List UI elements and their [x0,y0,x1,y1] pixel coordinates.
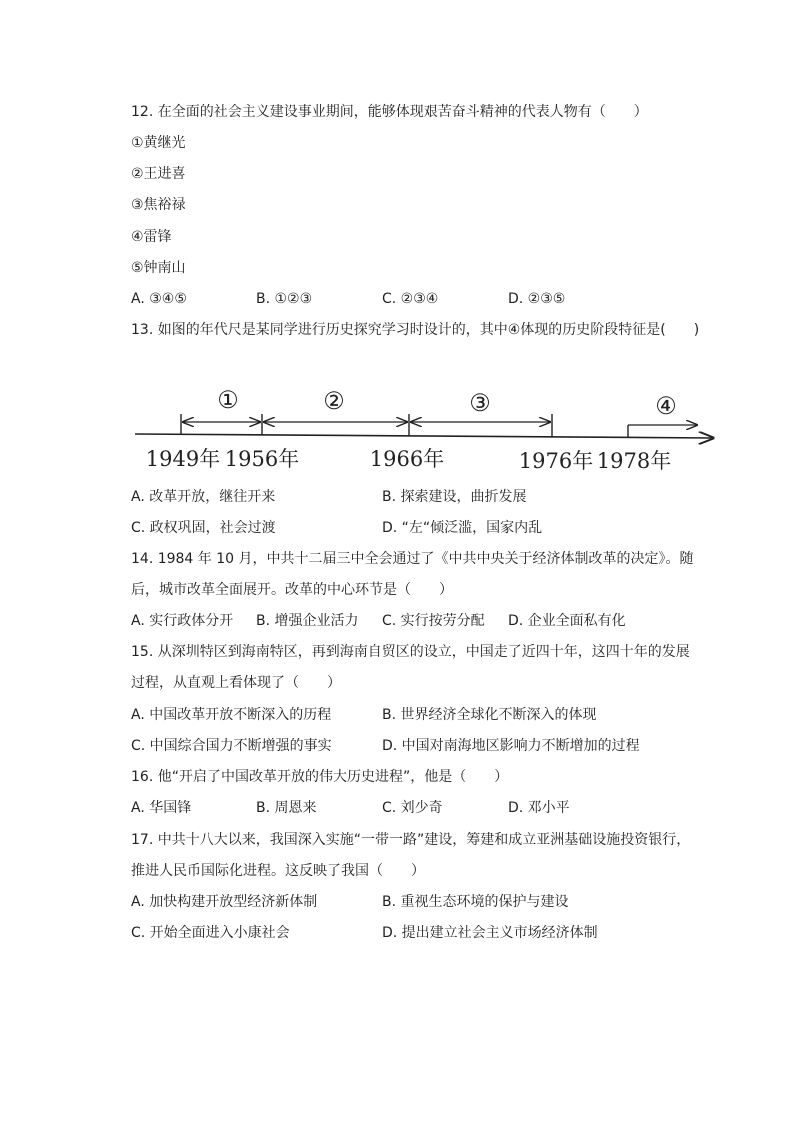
q13-option-d: D. “左“倾泛滥，国家内乱 [382,520,543,536]
segment-2-label: ② [323,387,345,415]
year-1949: 1949年 [145,447,221,471]
q13-option-b: B. 探索建设，曲折发展 [382,489,527,505]
q12-option-b: B. ①②③ [256,291,313,307]
q14-option-d: D. 企业全面私有化 [508,613,626,629]
year-1956: 1956年 [224,447,300,471]
q14-option-b: B. 增强企业活力 [256,613,359,629]
q17-option-c: C. 开始全面进入小康社会 [131,925,290,941]
q15-option-c: C. 中国综合国力不断增强的事实 [131,738,332,754]
q15-option-b: B. 世界经济全球化不断深入的体现 [382,707,597,723]
year-1976: 1976年 [518,449,594,473]
q12-item-1: ①黄继光 [131,135,186,151]
q16-option-a: A. 华国锋 [131,800,192,816]
q14-stem-line1: 14. 1984 年 10 月，中共十二届三中全会通过了《中共中央关于经济体制改革的决定》。随 [131,551,694,567]
q16-option-d: D. 邓小平 [508,800,570,816]
q17-option-a: A. 加快构建开放型经济新体制 [131,894,318,910]
q12-item-3: ③焦裕禄 [131,197,186,213]
q15-stem-line1: 15. 从深圳特区到海南特区，再到海南自贸区的设立，中国走了近四十年，这四十年的发展 [131,644,690,660]
q12-stem: 12. 在全面的社会主义建设事业期间，能够体现艰苦奋斗精神的代表人物有（ ） [131,104,648,120]
q13-option-c: C. 政权巩固，社会过渡 [131,520,276,536]
q17-stem-line2: 推进人民币国际化进程。这反映了我国（ ） [131,863,425,879]
q17-option-b: B. 重视生态环境的保护与建设 [382,894,569,910]
year-1978: 1978年 [596,449,672,473]
q15-option-a: A. 中国改革开放不断深入的历程 [131,707,332,723]
q14-option-c: C. 实行按劳分配 [382,613,485,629]
q17-stem-line1: 17. 中共十八大以来，我国深入实施“一带一路”建设，筹建和成立亚洲基础设施投资银行， [131,832,691,848]
segment-3-label: ③ [469,389,491,417]
q16-option-c: C. 刘少奇 [382,800,443,816]
q16-stem: 16. 他“开启了中国改革开放的伟大历史进程”，他是（ ） [131,769,509,785]
q14-stem-line2: 后，城市改革全面展开。改革的中心环节是（ ） [131,582,453,598]
segment-1-label: ① [217,386,239,414]
q12-item-4: ④雷锋 [131,229,172,245]
q12-item-5: ⑤钟南山 [131,260,186,276]
q14-option-a: A. 实行政体分开 [131,613,234,629]
timeline-svg [131,380,721,480]
q12-item-2: ②王进喜 [131,166,186,182]
q13-option-a: A. 改革开放，继往开来 [131,489,276,505]
q12-option-d: D. ②③⑤ [508,291,566,307]
q12-option-a: A. ③④⑤ [131,291,187,307]
timeline-figure [131,380,721,480]
timeline-axis [135,434,713,438]
q12-option-c: C. ②③④ [382,291,439,307]
year-1966: 1966年 [369,447,445,471]
q15-stem-line2: 过程，从直观上看体现了（ ） [131,675,341,691]
q15-option-d: D. 中国对南海地区影响力不断增加的过程 [382,738,640,754]
segment-4-label: ④ [655,392,677,420]
q16-option-b: B. 周恩来 [256,800,317,816]
q13-stem: 13. 如图的年代尺是某同学进行历史探究学习时设计的，其中④体现的历史阶段特征是( ) [131,322,700,338]
q17-option-d: D. 提出建立社会主义市场经济体制 [382,925,598,941]
